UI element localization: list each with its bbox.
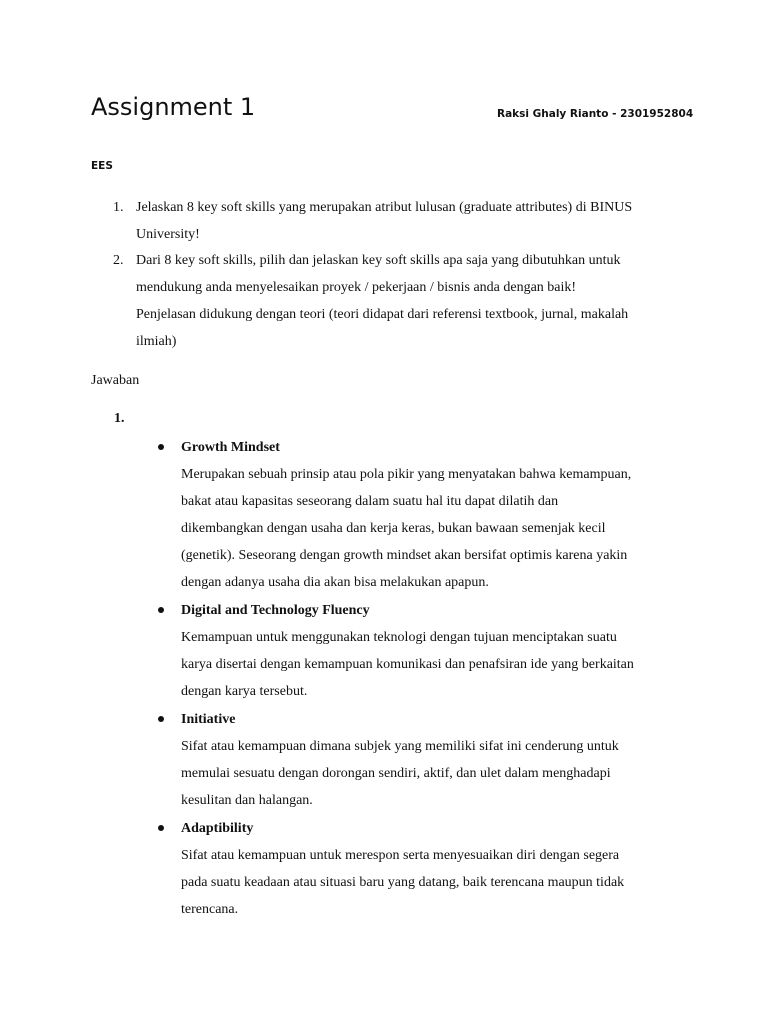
description-line: (genetik). Seseorang dengan growth mindset akan bersifat optimis karena yakin: [181, 548, 628, 563]
description-line: karya disertai dengan kemampuan komunikasi dan penafsiran ide yang berkaitan: [181, 657, 634, 672]
description-line: dengan karya tersebut.: [181, 684, 308, 699]
question-line: Dari 8 key soft skills, pilih dan jelaskan key soft skills apa saja yang dibutuhkan untuk: [136, 253, 621, 268]
description-line: kesulitan dan halangan.: [181, 793, 313, 808]
question-line: ilmiah): [136, 334, 177, 349]
skill-name: Initiative: [181, 712, 236, 727]
description-line: dengan adanya usaha dia akan bisa melakukan apapun.: [181, 575, 489, 590]
question-number: 2.: [113, 253, 124, 268]
skill-name: Adaptibility: [181, 821, 254, 836]
question-line: University!: [136, 227, 200, 242]
description-line: Sifat atau kemampuan untuk merespon serta menyesuaikan diri dengan segera: [181, 848, 620, 863]
question-line: Jelaskan 8 key soft skills yang merupakan atribut lulusan (graduate attributes) di BINUS: [136, 200, 633, 215]
skill-name: Digital and Technology Fluency: [181, 603, 370, 618]
description-line: bakat atau kapasitas seseorang dalam suatu hal itu dapat dilatih dan: [181, 494, 559, 509]
bullet-icon: [158, 825, 164, 831]
answer-number: 1.: [114, 411, 125, 426]
page-title: Assignment 1: [91, 93, 256, 121]
description-line: memulai sesuatu dengan dorongan sendiri, aktif, dan ulet dalam menghadapi: [181, 766, 611, 781]
description-line: Merupakan sebuah prinsip atau pola pikir yang menyatakan bahwa kemampuan,: [181, 467, 632, 482]
question-number: 1.: [113, 200, 124, 215]
description-line: Sifat atau kemampuan dimana subjek yang memiliki sifat ini cenderung untuk: [181, 739, 619, 754]
bullet-icon: [158, 444, 164, 450]
skill-description: [181, 733, 681, 814]
author-line: Raksi Ghaly Rianto - 2301952804: [497, 108, 694, 120]
skill-description: [181, 461, 681, 596]
description-line: terencana.: [181, 902, 239, 917]
answer-label: Jawaban: [91, 373, 140, 388]
skill-description: [181, 624, 681, 705]
description-line: Kemampuan untuk menggunakan teknologi dengan tujuan menciptakan suatu: [181, 630, 617, 645]
section-label: EES: [91, 160, 113, 172]
bullet-icon: [158, 716, 164, 722]
skill-description: [181, 842, 681, 923]
description-line: dikembangkan dengan usaha dan kerja keras, bukan bawaan semenjak kecil: [181, 521, 606, 536]
bullet-icon: [158, 607, 164, 613]
description-line: pada suatu keadaan atau situasi baru yang datang, baik terencana maupun tidak: [181, 875, 625, 890]
question-line: mendukung anda menyelesaikan proyek / pekerjaan / bisnis anda dengan baik!: [136, 280, 577, 295]
skill-name: Growth Mindset: [181, 440, 280, 455]
question-line: Penjelasan didukung dengan teori (teori didapat dari referensi textbook, jurnal, makalah: [136, 307, 629, 322]
